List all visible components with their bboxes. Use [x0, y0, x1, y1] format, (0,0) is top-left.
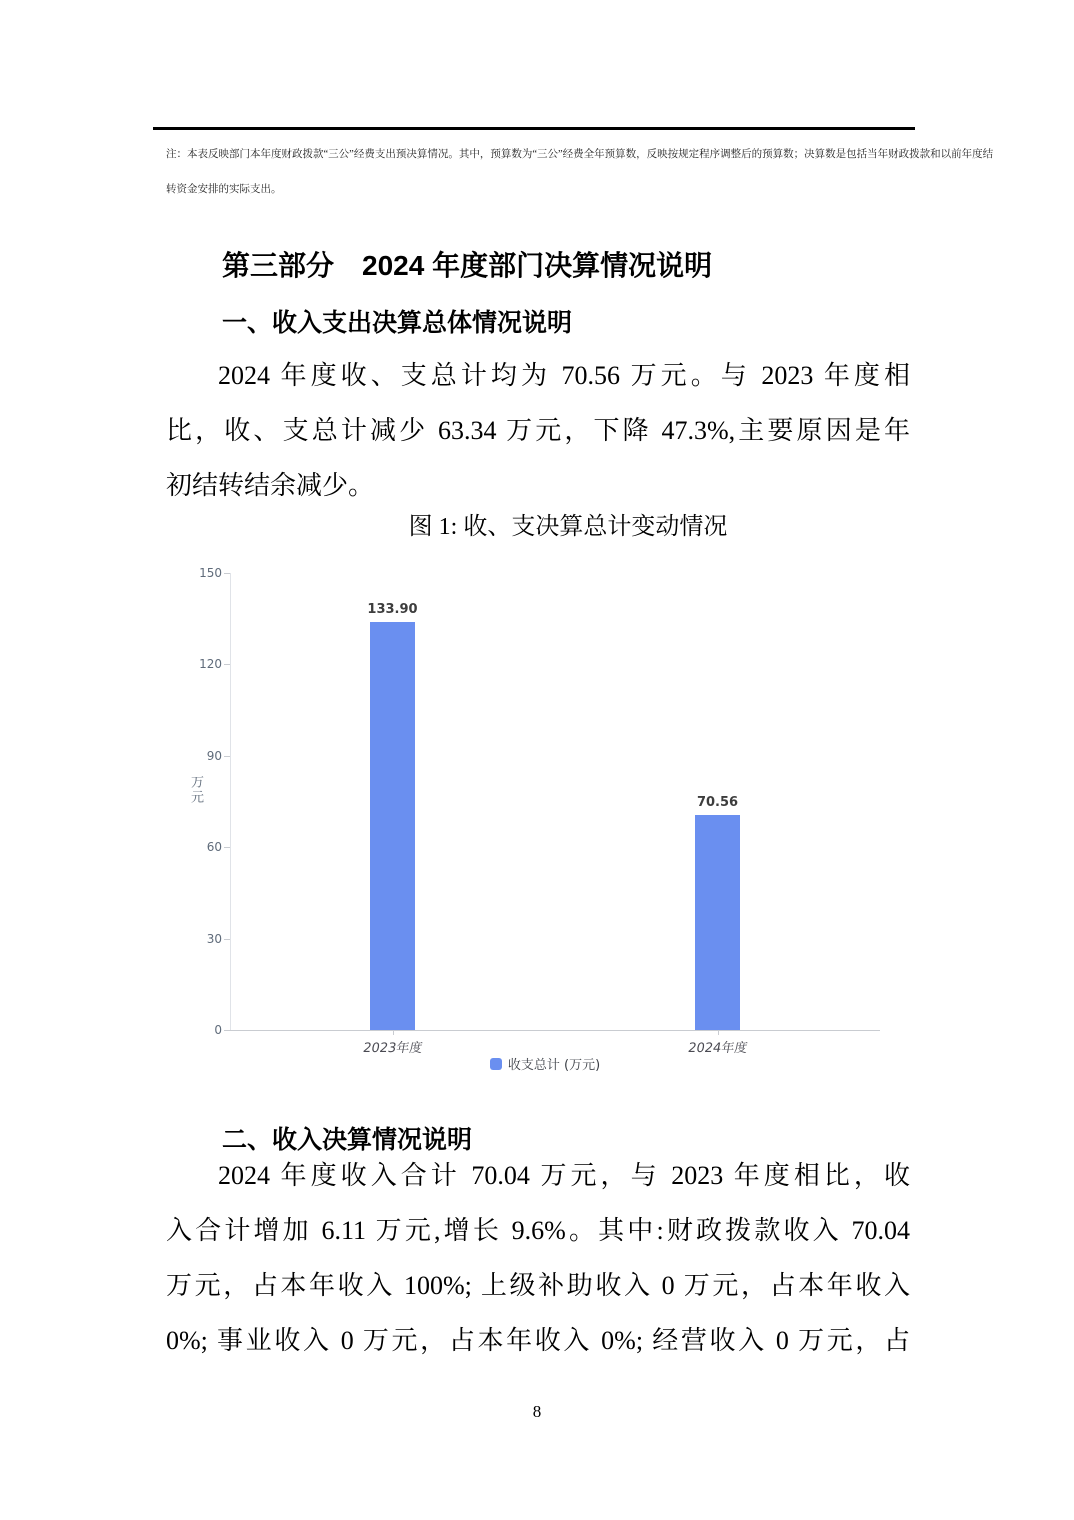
- part-title: 第三部分 2024 年度部门决算情况说明: [222, 250, 713, 281]
- y-axis-tick: [224, 573, 230, 574]
- legend-swatch-icon: [490, 1058, 502, 1070]
- y-axis-tick-label: 120: [199, 657, 222, 672]
- bar: [370, 622, 415, 1030]
- figure-chart: [180, 565, 910, 1090]
- paragraph-line: 2024 年度收、支总计均为 70.56 万元。与 2023 年度相: [218, 361, 910, 390]
- paragraph-line: 初结转结余减少。: [166, 471, 375, 500]
- section1-heading: 一、收入支出决算总体情况说明: [222, 309, 573, 337]
- footnote-line: 转资金安排的实际支出。: [166, 184, 282, 195]
- figure-caption: 图 1: 收、支决算总计变动情况: [408, 514, 728, 540]
- section1-paragraph: [166, 348, 910, 513]
- y-axis-tick: [224, 756, 230, 757]
- y-axis-tick-label: 0: [214, 1023, 222, 1037]
- y-axis-tick-label: 150: [199, 566, 222, 580]
- paragraph-line: 入合计增加 6.11 万元,增长 9.6%。其中:财政拨款收入 70.04: [166, 1216, 910, 1245]
- x-axis-label: 2024年度: [686, 1041, 749, 1056]
- y-axis-tick: [224, 664, 230, 665]
- legend-label: 收支总计 (万元): [507, 1058, 601, 1073]
- x-axis-line: [230, 1030, 880, 1031]
- bar-value-label: 133.90: [367, 602, 418, 618]
- chart-legend: [180, 1054, 910, 1073]
- section2-paragraph: [166, 1148, 910, 1368]
- paragraph-line: 万元，占本年收入 100%; 上级补助收入 0 万元，占本年收入: [166, 1271, 910, 1300]
- page-number: 8: [532, 1402, 542, 1421]
- x-axis-tick: [393, 1030, 394, 1035]
- y-axis-title: 万元: [188, 775, 203, 805]
- y-axis-tick: [224, 939, 230, 940]
- table-bottom-rule: [153, 127, 915, 130]
- y-axis-tick: [224, 1030, 230, 1031]
- footnote-line: 注：本表反映部门本年度财政拨款“三公”经费支出预决算情况。其中，预算数为“三公”经费全年预算数，反映按规定程序调整后的预算数；决算数是包括当年财政拨款和以前年度结: [166, 149, 994, 160]
- bar: [695, 815, 740, 1030]
- y-axis-line: [230, 573, 231, 1031]
- y-axis-tick-label: 30: [206, 931, 222, 946]
- paragraph-line: 比，收、支总计减少 63.34 万元，下降 47.3%,主要原因是年: [166, 416, 910, 445]
- y-axis-tick-label: 60: [206, 840, 222, 855]
- paragraph-line: 2024 年度收入合计 70.04 万元，与 2023 年度相比，收: [218, 1161, 910, 1190]
- bar-value-label: 70.56: [696, 795, 739, 811]
- y-axis-tick-label: 90: [206, 748, 222, 763]
- y-axis-tick: [224, 847, 230, 848]
- paragraph-line: 0%; 事业收入 0 万元，占本年收入 0%; 经营收入 0 万元，占: [166, 1326, 910, 1355]
- x-axis-tick: [718, 1030, 719, 1035]
- section2-heading: 二、收入决算情况说明: [222, 1126, 473, 1154]
- x-axis-label: 2023年度: [361, 1041, 424, 1056]
